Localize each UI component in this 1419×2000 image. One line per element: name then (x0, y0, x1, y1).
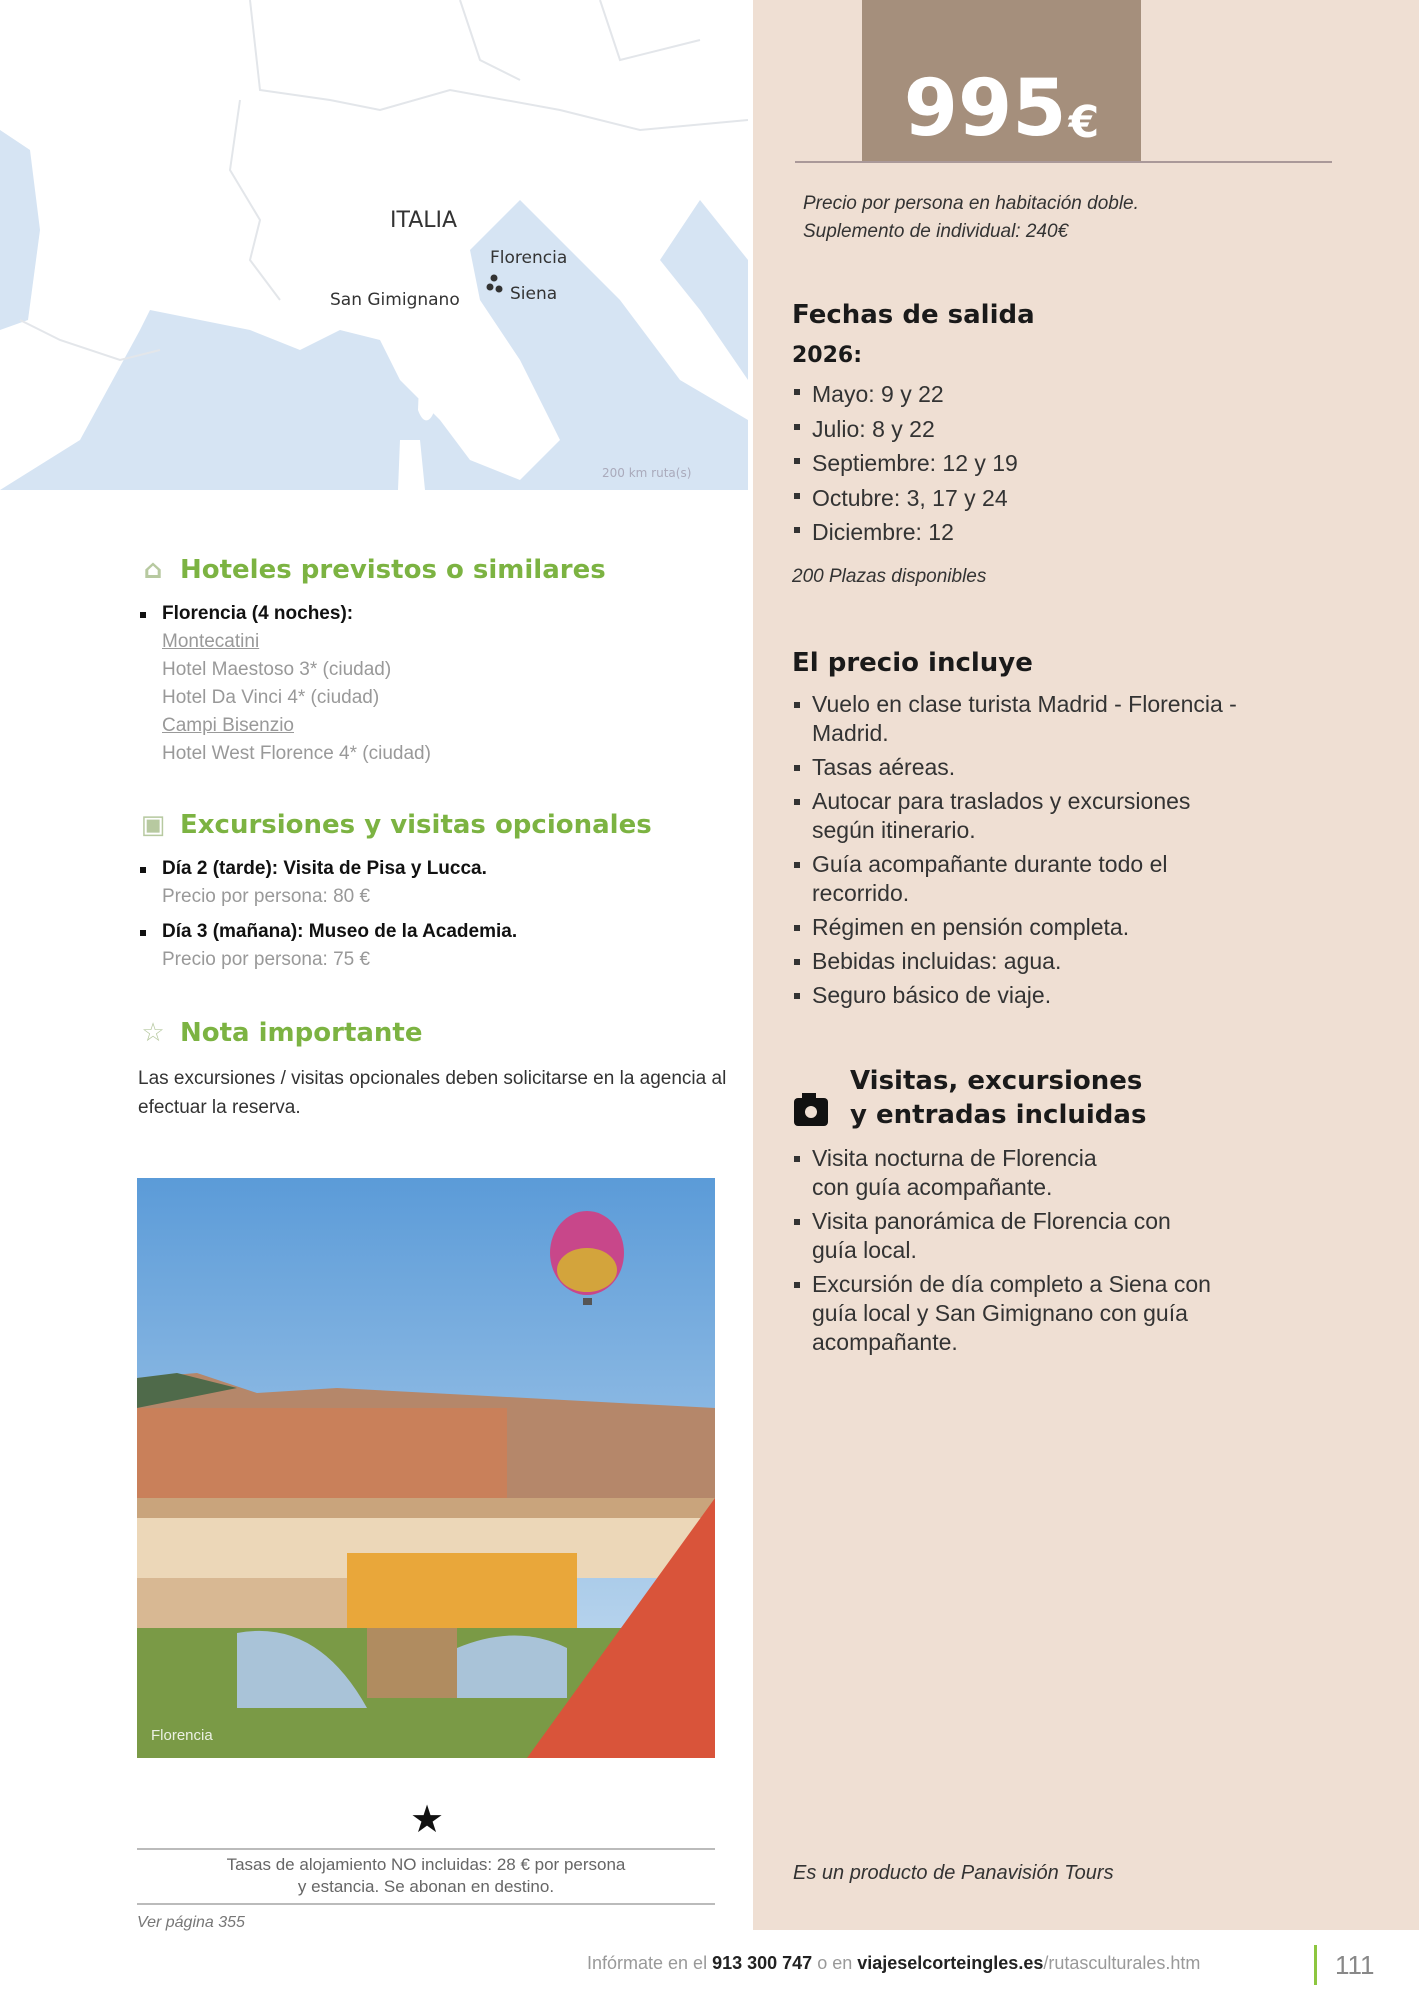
hotels-list (138, 600, 431, 768)
map-label-san-gimignano: San Gimignano (330, 290, 460, 310)
footer-divider (1314, 1945, 1317, 1985)
dates-list (792, 377, 1018, 550)
hotel-icon: ⌂ (143, 555, 163, 585)
visit-item: Excursión de día completo a Siena con guía local y San Gimignano con guía acompañante. (792, 1270, 1222, 1357)
price-box (862, 0, 1141, 162)
tax-note (137, 1854, 715, 1898)
florence-photo (137, 1178, 715, 1758)
map-label-siena: Siena (510, 284, 558, 304)
optional-item (138, 855, 517, 911)
optional-heading (138, 810, 652, 840)
page-number: 111 (1335, 1950, 1375, 1980)
note-text: Las excursiones / visitas opcionales deben solicitarse en la agencia al efectuar la reserva. (138, 1068, 727, 1118)
map-scale: 200 km ruta(s) (602, 466, 692, 480)
footer-contact (587, 1953, 1200, 1974)
visit-item: Visita nocturna de Florencia con guía acompañante. (792, 1144, 1132, 1202)
include-item: Vuelo en clase turista Madrid - Florencia - Madrid. (792, 690, 1272, 748)
include-item: Guía acompañante durante todo el recorrido. (792, 850, 1212, 908)
dates-title: Fechas de salida (792, 300, 1035, 330)
ponte-vecchio-image (137, 1178, 715, 1758)
date-item: Julio: 8 y 22 (792, 412, 1018, 447)
hotel-name: Hotel Da Vinci 4* (ciudad) (162, 687, 380, 708)
date-item: Mayo: 9 y 22 (792, 377, 1018, 412)
includes-title: El precio incluye (792, 648, 1033, 678)
dates-year: 2026: (792, 343, 863, 368)
camera-icon (794, 1098, 828, 1126)
note-heading (138, 1018, 423, 1048)
hotel-zone: Montecatini (162, 631, 260, 652)
footer-text: o en (812, 1953, 858, 1973)
photo-caption: Florencia (151, 1727, 213, 1744)
footer-text: Infórmate en el (587, 1953, 713, 1973)
date-item: Diciembre: 12 (792, 515, 1018, 550)
price-currency: € (1068, 97, 1100, 148)
optional-price: Precio por persona: 75 € (162, 949, 371, 970)
hotel-name: Hotel West Florence 4* (ciudad) (162, 743, 431, 764)
visits-list (792, 1144, 1222, 1357)
include-item: Bebidas incluidas: agua. (792, 947, 1272, 976)
map-graphic (0, 0, 748, 490)
footer-phone[interactable]: 913 300 747 (712, 1953, 813, 1973)
see-page-link[interactable]: Ver página 355 (137, 1914, 245, 1931)
star-icon: ☆ (141, 1018, 165, 1048)
optional-label: Día 3 (mañana): Museo de la Academia. (162, 921, 518, 942)
include-item: Autocar para traslados y excursiones según itinerario. (792, 787, 1252, 845)
visits-title: Visitas, excursiones (850, 1066, 1143, 1096)
price-note: Precio por persona en habitación doble. (803, 193, 1139, 214)
include-item: Régimen en pensión completa. (792, 913, 1272, 942)
single-supplement: Suplemento de individual: 240€ (803, 221, 1069, 242)
visits-title-2: y entradas incluidas (850, 1100, 1147, 1130)
optional-list (138, 855, 517, 974)
divider (795, 161, 1332, 163)
price-amount: 995 (903, 64, 1067, 154)
tax-line: Tasas de alojamiento NO incluidas: 28 € por persona (226, 1855, 626, 1874)
map-label-country: ITALIA (390, 208, 458, 233)
tax-line: y estancia. Se abonan en destino. (297, 1877, 555, 1896)
divider (137, 1848, 715, 1850)
note-title: Nota importante (180, 1018, 423, 1048)
divider (137, 1903, 715, 1905)
route-map (0, 0, 748, 490)
optional-label: Día 2 (tarde): Visita de Pisa y Lucca. (162, 858, 487, 879)
hotel-name: Hotel Maestoso 3* (ciudad) (162, 659, 392, 680)
optional-item (138, 918, 517, 974)
footer-site-link[interactable]: viajeselcorteingles.es (857, 1953, 1044, 1973)
include-item: Seguro básico de viaje. (792, 981, 1272, 1010)
optional-title: Excursiones y visitas opcionales (180, 810, 652, 840)
footer-path: /rutasculturales.htm (1043, 1953, 1201, 1973)
visit-item: Visita panorámica de Florencia con guía local. (792, 1207, 1172, 1265)
backpack-icon: ▣ (140, 810, 166, 840)
date-item: Septiembre: 12 y 19 (792, 446, 1018, 481)
hotel-city-label: Florencia (4 noches): (162, 603, 354, 624)
hotels-heading (138, 555, 606, 585)
hotel-zone: Campi Bisenzio (162, 715, 294, 736)
includes-list (792, 690, 1272, 1010)
hotels-title: Hoteles previstos o similares (180, 555, 606, 585)
optional-price: Precio por persona: 80 € (162, 886, 371, 907)
hotel-city (138, 600, 431, 768)
include-item: Tasas aéreas. (792, 753, 1272, 782)
quality-star-icon: ★ (410, 1799, 445, 1841)
seats-available: 200 Plazas disponibles (792, 566, 987, 587)
date-item: Octubre: 3, 17 y 24 (792, 481, 1018, 516)
producer-note: Es un producto de Panavisión Tours (793, 1862, 1114, 1884)
map-label-florencia: Florencia (490, 248, 568, 268)
